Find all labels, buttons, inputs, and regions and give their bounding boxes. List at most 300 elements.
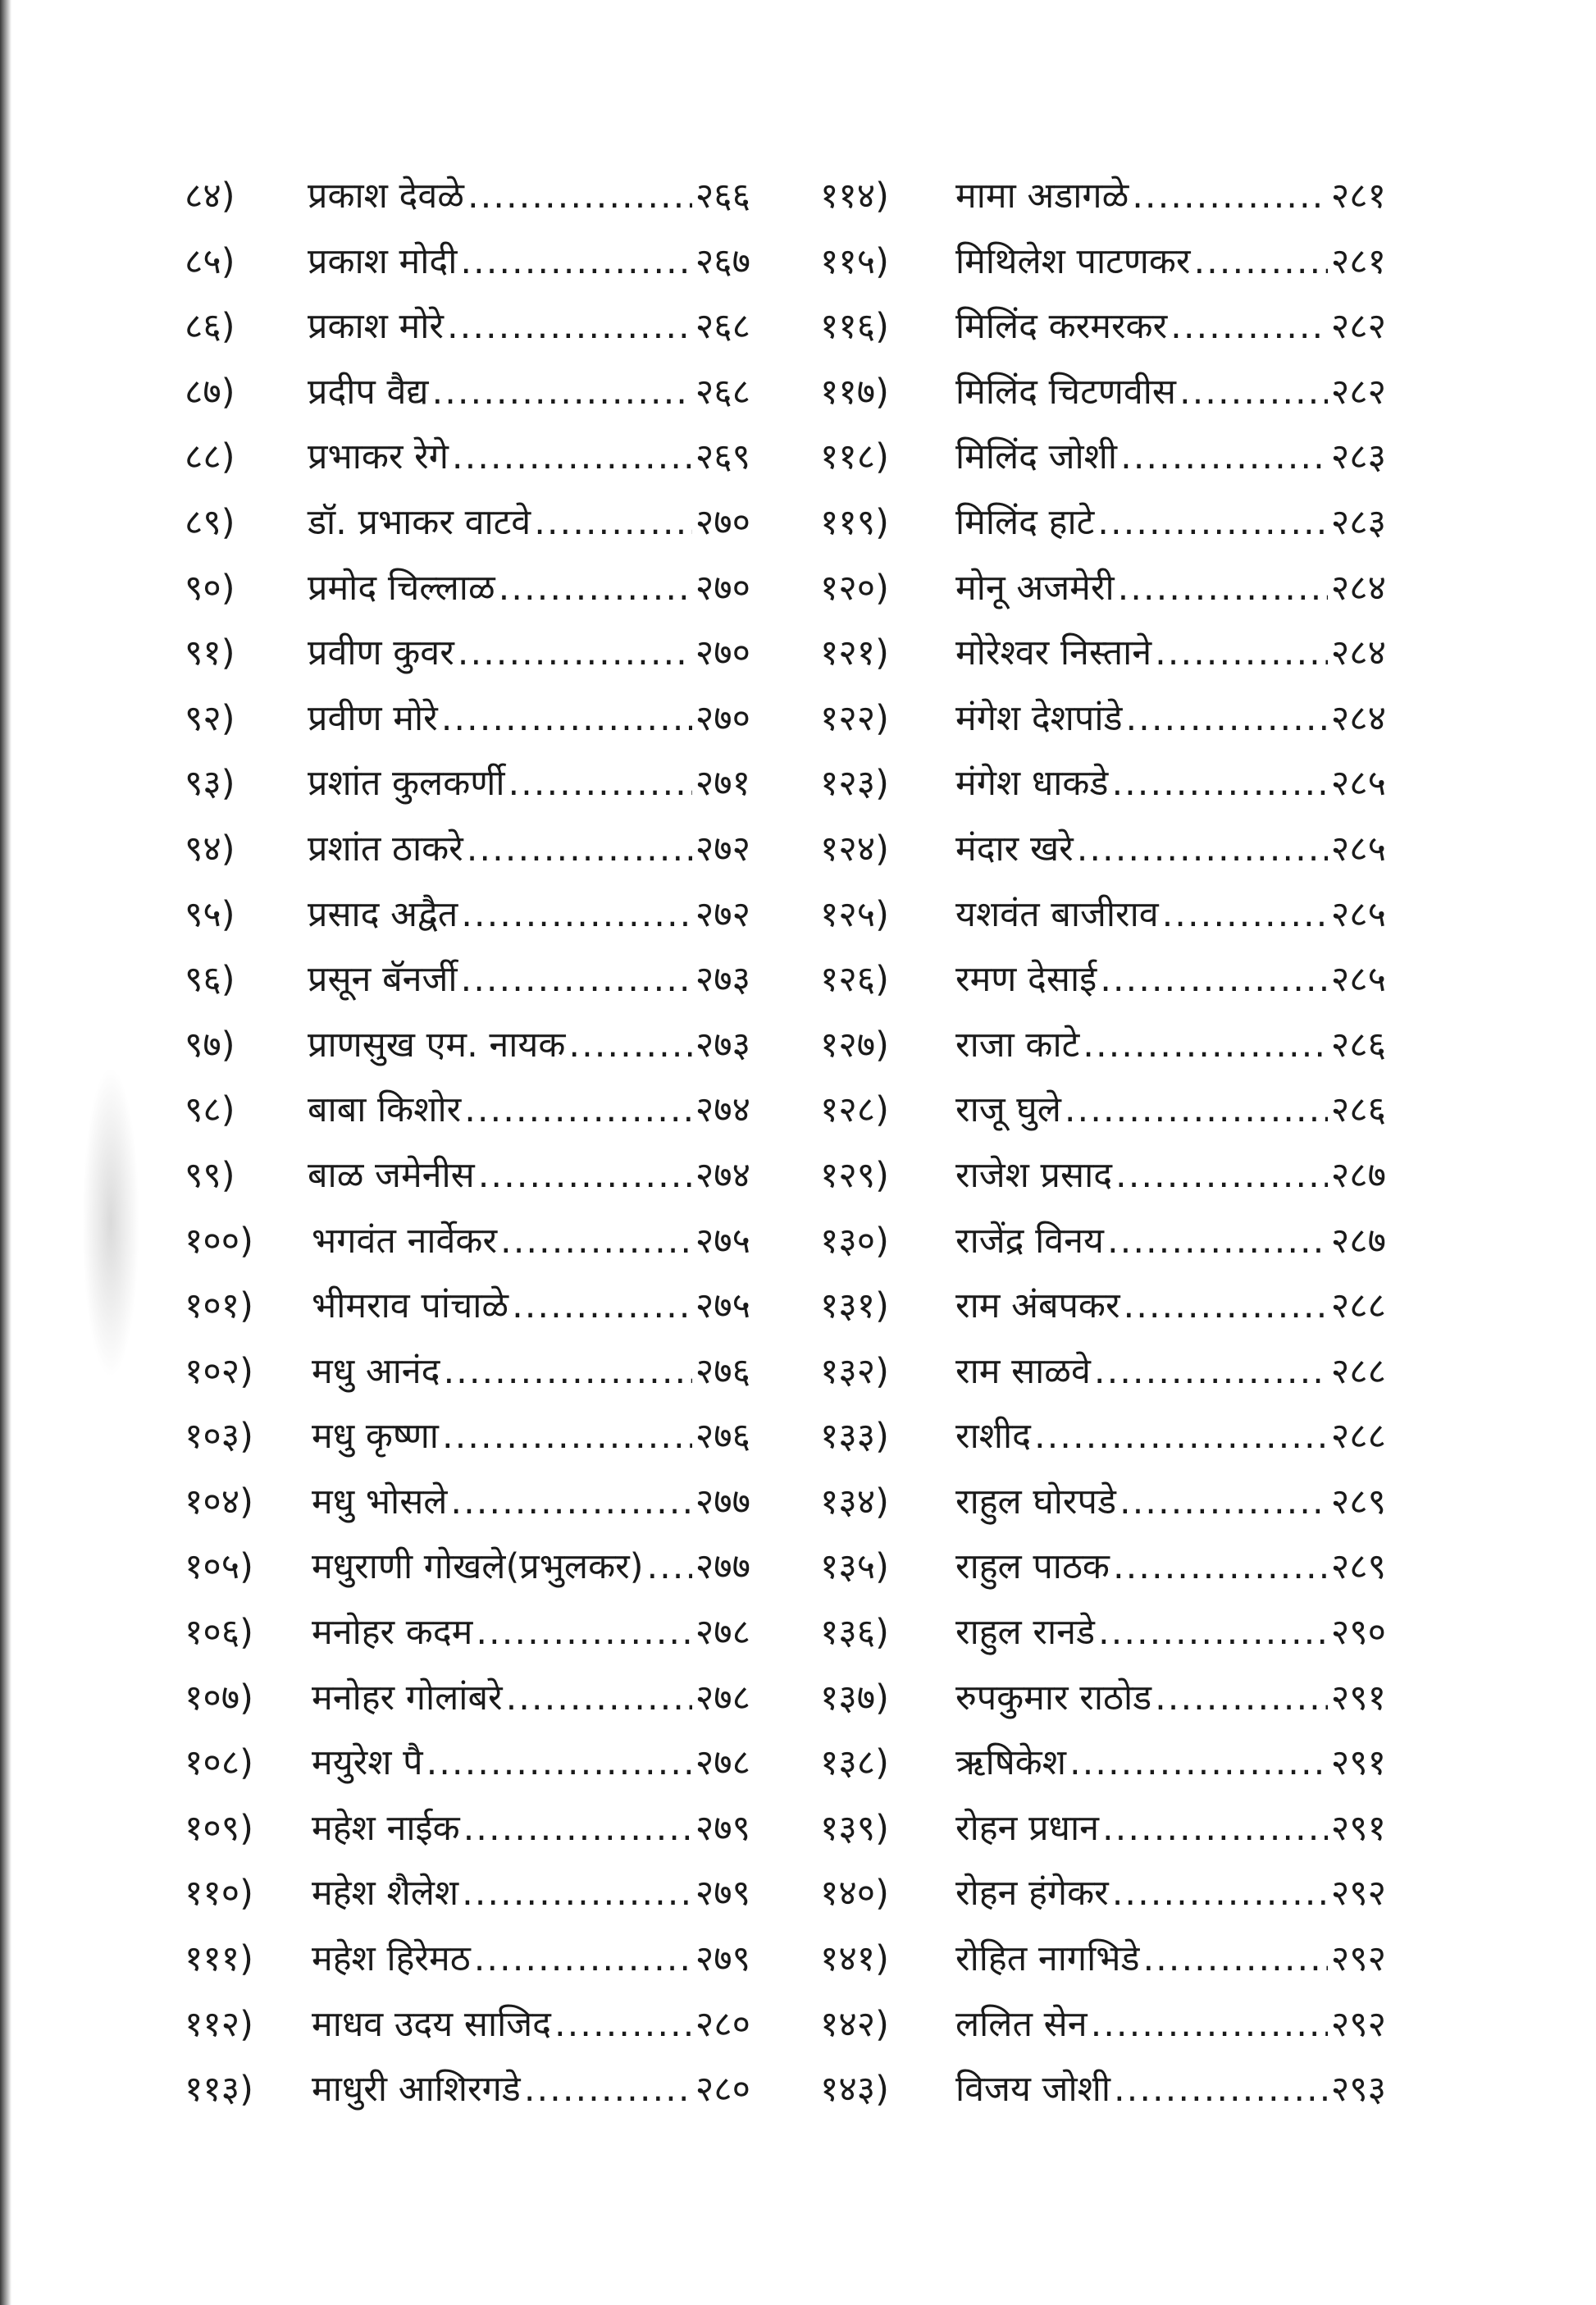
dot-leader — [1069, 1731, 1328, 1796]
index-entry — [820, 164, 1386, 230]
dot-leader — [1111, 751, 1327, 817]
dot-leader — [467, 817, 692, 883]
entry-name: प्रसाद अद्वैत — [308, 893, 458, 935]
entry-number: ९८) — [185, 1089, 235, 1131]
entry-page-number: २८५ — [1330, 959, 1386, 1001]
index-column-right — [820, 164, 1386, 2123]
index-entry — [185, 556, 750, 622]
entry-number: १२८) — [820, 1089, 889, 1131]
dot-leader — [1118, 556, 1328, 622]
dot-leader — [432, 360, 692, 426]
index-entry — [185, 883, 750, 948]
dot-leader — [1114, 2057, 1328, 2123]
entry-name: मिलिंद करमरकर — [955, 306, 1168, 348]
entry-name: मिलिंद चिटणवीस — [955, 371, 1176, 413]
entry-page-number: २६९ — [695, 436, 750, 478]
entry-page-number: २७८ — [695, 1612, 750, 1654]
dot-leader — [1097, 491, 1328, 556]
entry-name: मिलिंद जोशी — [955, 436, 1118, 478]
index-entry — [820, 425, 1386, 491]
index-entry — [820, 230, 1386, 295]
index-entry — [820, 1013, 1386, 1079]
entry-number: ८९) — [185, 501, 235, 543]
entry-number: १४३) — [820, 2069, 889, 2111]
index-entry — [185, 1796, 750, 1862]
entry-name: प्रदीप वैद्य — [308, 371, 429, 413]
index-entry — [820, 556, 1386, 622]
dot-leader — [508, 751, 691, 817]
dot-leader — [554, 1992, 692, 2058]
entry-page-number: २८८ — [1330, 1350, 1386, 1392]
index-entry — [185, 294, 750, 360]
dot-leader — [1162, 883, 1328, 948]
dot-leader — [450, 1470, 691, 1536]
entry-page-number: २६८ — [695, 306, 750, 348]
dot-leader — [462, 1861, 692, 1927]
dot-leader — [452, 425, 692, 491]
entry-page-number: २७० — [695, 501, 750, 543]
entry-name: डॉ. प्रभाकर वाटवे — [308, 501, 531, 543]
dot-leader — [1124, 1274, 1328, 1340]
entry-name: रमण देसाई — [955, 959, 1097, 1001]
entry-number: १०२) — [185, 1350, 253, 1392]
entry-number: १३७) — [820, 1677, 889, 1718]
dot-leader — [461, 947, 692, 1013]
entry-name: मिथिलेश पाटणकर — [955, 240, 1191, 282]
index-entry — [820, 1927, 1386, 1992]
dot-leader — [478, 1143, 692, 1209]
index-entry — [820, 1340, 1386, 1405]
index-entry — [820, 1731, 1386, 1796]
entry-name: माधव उदय साजिद — [312, 2003, 551, 2045]
entry-name: महेश हिरेमठ — [312, 1938, 471, 1980]
entry-page-number: २७० — [695, 567, 750, 609]
index-entry — [185, 1731, 750, 1796]
index-entry — [820, 1796, 1386, 1862]
dot-leader — [443, 1340, 691, 1405]
entry-page-number: २८८ — [1330, 1285, 1386, 1327]
entry-name: राजू घुले — [955, 1089, 1061, 1131]
index-entry — [820, 621, 1386, 687]
entry-page-number: २६६ — [695, 176, 750, 217]
index-entry — [185, 817, 750, 883]
entry-number: ११३) — [185, 2069, 253, 2111]
entry-page-number: २८२ — [1330, 371, 1386, 413]
entry-page-number: २७८ — [695, 1742, 750, 1784]
entry-number: १२२) — [820, 697, 889, 739]
entry-number: १०७) — [185, 1677, 253, 1718]
dot-leader — [1119, 1470, 1328, 1536]
entry-name: राशीद — [955, 1416, 1031, 1458]
dot-leader — [506, 1666, 692, 1732]
scan-smudge — [82, 1066, 139, 1378]
entry-name: राजा काटे — [955, 1024, 1080, 1066]
entry-name: मिलिंद हाटे — [955, 501, 1095, 543]
dot-leader — [1113, 1535, 1328, 1600]
entry-name: प्रमोद चिल्लाळ — [308, 567, 495, 609]
entry-name: भगवंत नार्वेकर — [312, 1220, 498, 1262]
index-entry — [820, 1209, 1386, 1275]
dot-leader — [1091, 1992, 1328, 2058]
entry-name: मंगेश देशपांडे — [955, 697, 1123, 739]
entry-page-number: २७९ — [695, 1873, 750, 1915]
entry-name: प्रकाश मोरे — [308, 306, 444, 348]
entry-number: ११०) — [185, 1873, 253, 1915]
entry-page-number: २७४ — [695, 1154, 750, 1196]
entry-name: प्रभाकर रेगे — [308, 436, 449, 478]
index-entry — [185, 1078, 750, 1143]
index-entry — [820, 1535, 1386, 1600]
dot-leader — [460, 230, 692, 295]
entry-number: ९७) — [185, 1024, 235, 1066]
dot-leader — [1102, 1796, 1328, 1862]
entry-number: ९०) — [185, 567, 235, 609]
index-entry — [185, 1143, 750, 1209]
entry-number: ११९) — [820, 501, 889, 543]
entry-page-number: २८३ — [1330, 436, 1386, 478]
entry-name: मधु भोसले — [312, 1481, 448, 1522]
entry-page-number: २७३ — [695, 1024, 750, 1066]
entry-name: महेश शैलेश — [312, 1873, 459, 1915]
entry-page-number: २७६ — [695, 1350, 750, 1392]
entry-page-number: २९१ — [1330, 1742, 1386, 1784]
entry-page-number: २८७ — [1330, 1154, 1386, 1196]
entry-page-number: २८२ — [1330, 306, 1386, 348]
entry-number: ८६) — [185, 306, 235, 348]
dot-leader — [568, 1013, 692, 1079]
index-entry — [820, 1600, 1386, 1666]
entry-page-number: २७१ — [695, 763, 750, 805]
entry-number: १३९) — [820, 1807, 889, 1849]
entry-page-number: २९० — [1330, 1612, 1386, 1654]
entry-number: १३५) — [820, 1546, 889, 1588]
entry-page-number: २८७ — [1330, 1220, 1386, 1262]
dot-leader — [458, 621, 692, 687]
entry-name: प्रकाश मोदी — [308, 240, 458, 282]
index-entry — [185, 425, 750, 491]
entry-page-number: २८० — [695, 2069, 750, 2111]
entry-page-number: २९१ — [1330, 1807, 1386, 1849]
entry-page-number: २८१ — [1330, 176, 1386, 217]
entry-name: प्रवीण कुवर — [308, 632, 454, 674]
entry-name: माधुरी आशिरगडे — [312, 2069, 521, 2111]
entry-number: ९५) — [185, 893, 235, 935]
entry-number: १४२) — [820, 2003, 889, 2045]
entry-page-number: २९१ — [1330, 1677, 1386, 1718]
index-entry — [185, 1992, 750, 2058]
entry-page-number: २८४ — [1330, 697, 1386, 739]
index-entry — [185, 947, 750, 1013]
entry-page-number: २७० — [695, 697, 750, 739]
entry-page-number: २६७ — [695, 240, 750, 282]
index-entry — [820, 2057, 1386, 2123]
entry-name: ऋषिकेश — [955, 1742, 1066, 1784]
index-entry — [820, 751, 1386, 817]
entry-number: १२३) — [820, 763, 889, 805]
index-entry — [185, 360, 750, 426]
entry-number: १३२) — [820, 1350, 889, 1392]
dot-leader — [1155, 1666, 1328, 1732]
entry-name: रोहित नागभिडे — [955, 1938, 1140, 1980]
entry-page-number: २७२ — [695, 893, 750, 935]
entry-name: विजय जोशी — [955, 2069, 1110, 2111]
entry-number: १३४) — [820, 1481, 889, 1522]
index-entry — [185, 1340, 750, 1405]
index-entry — [185, 164, 750, 230]
index-entry — [820, 1666, 1386, 1732]
entry-name: राजेश प्रसाद — [955, 1154, 1113, 1196]
index-entry — [185, 2057, 750, 2123]
dot-leader — [1034, 1404, 1328, 1470]
entry-name: मयुरेश पै — [312, 1742, 423, 1784]
entry-number: १३०) — [820, 1220, 889, 1262]
entry-name: प्राणसुख एम. नायक — [308, 1024, 566, 1066]
index-column-left — [185, 164, 750, 2123]
entry-page-number: २९२ — [1330, 2003, 1386, 2045]
entry-name: प्रशांत ठाकरे — [308, 828, 463, 870]
dot-leader — [463, 1796, 692, 1862]
entry-page-number: २८६ — [1330, 1024, 1386, 1066]
index-entry — [185, 621, 750, 687]
entry-name: मधु कृष्णा — [312, 1416, 439, 1458]
entry-page-number: २९२ — [1330, 1938, 1386, 1980]
entry-page-number: २८६ — [1330, 1089, 1386, 1131]
entry-number: १२५) — [820, 893, 889, 935]
entry-number: १२४) — [820, 828, 889, 870]
entry-name: मनोहर कदम — [312, 1612, 473, 1654]
index-entry — [185, 1861, 750, 1927]
index-entry — [820, 1274, 1386, 1340]
dot-leader — [1094, 1340, 1328, 1405]
entry-number: ९३) — [185, 763, 235, 805]
entry-number: १२१) — [820, 632, 889, 674]
entry-number: १३३) — [820, 1416, 889, 1458]
index-entry — [820, 687, 1386, 752]
index-entry — [820, 1404, 1386, 1470]
entry-number: ९४) — [185, 828, 235, 870]
dot-leader — [524, 2057, 692, 2123]
index-entry — [185, 1927, 750, 1992]
entry-number: १४१) — [820, 1938, 889, 1980]
entry-page-number: २७७ — [695, 1546, 750, 1588]
entry-number: १०६) — [185, 1612, 253, 1654]
entry-name: ललित सेन — [955, 2003, 1088, 2045]
entry-number: ११५) — [820, 240, 889, 282]
dot-leader — [1083, 1013, 1328, 1079]
dot-leader — [1077, 817, 1328, 883]
dot-leader — [426, 1731, 692, 1796]
entry-number: ९१) — [185, 632, 235, 674]
entry-page-number: २८० — [695, 2003, 750, 2045]
dot-leader — [447, 294, 692, 360]
entry-number: ८८) — [185, 436, 235, 478]
entry-page-number: २७७ — [695, 1481, 750, 1522]
entry-number: १२९) — [820, 1154, 889, 1196]
index-entry — [820, 1861, 1386, 1927]
entry-number: ११६) — [820, 306, 889, 348]
entry-name: मनोहर गोलांबरे — [312, 1677, 503, 1718]
entry-number: १००) — [185, 1220, 253, 1262]
entry-name: रोहन हंगेकर — [955, 1873, 1109, 1915]
entry-name: प्रकाश देवळे — [308, 176, 464, 217]
dot-leader — [512, 1274, 692, 1340]
dot-leader — [1193, 230, 1327, 295]
page-edge-shadow — [0, 0, 11, 2305]
index-entry — [820, 360, 1386, 426]
index-entry — [820, 1143, 1386, 1209]
index-entry — [820, 1992, 1386, 2058]
entry-page-number: २७२ — [695, 828, 750, 870]
entry-number: १११) — [185, 1938, 253, 1980]
index-entry — [820, 1470, 1386, 1536]
index-entry — [820, 947, 1386, 1013]
entry-page-number: २७६ — [695, 1416, 750, 1458]
entry-number: १०९) — [185, 1807, 253, 1849]
entry-number: १२०) — [820, 567, 889, 609]
entry-page-number: २८४ — [1330, 567, 1386, 609]
entry-name: प्रसून बॅनर्जी — [308, 959, 458, 1001]
entry-number: ९२) — [185, 697, 235, 739]
entry-number: ११७) — [820, 371, 889, 413]
entry-number: १०५) — [185, 1546, 253, 1588]
index-entry — [185, 1013, 750, 1079]
dot-leader — [646, 1535, 691, 1600]
entry-name: राजेंद्र विनय — [955, 1220, 1104, 1262]
entry-page-number: २७९ — [695, 1938, 750, 1980]
entry-name: भीमराव पांचाळे — [312, 1285, 509, 1327]
entry-page-number: २८४ — [1330, 632, 1386, 674]
entry-page-number: २७८ — [695, 1677, 750, 1718]
entry-name: मामा अडागळे — [955, 176, 1129, 217]
entry-page-number: २७३ — [695, 959, 750, 1001]
dot-leader — [1112, 1861, 1328, 1927]
index-entry — [820, 817, 1386, 883]
entry-number: १०४) — [185, 1481, 253, 1522]
dot-leader — [1115, 1143, 1328, 1209]
dot-leader — [464, 1078, 692, 1143]
entry-number: ९६) — [185, 959, 235, 1001]
entry-page-number: २६८ — [695, 371, 750, 413]
index-entry — [185, 230, 750, 295]
entry-number: ८७) — [185, 371, 235, 413]
index-entry — [185, 687, 750, 752]
index-entry — [185, 1470, 750, 1536]
entry-number: १०१) — [185, 1285, 253, 1327]
dot-leader — [441, 687, 692, 752]
entry-page-number: २८५ — [1330, 763, 1386, 805]
index-entry — [820, 294, 1386, 360]
dot-leader — [1065, 1078, 1328, 1143]
entry-name: राम साळवे — [955, 1350, 1091, 1392]
entry-number: ११२) — [185, 2003, 253, 2045]
entry-name: बाबा किशोर — [308, 1089, 462, 1131]
dot-leader — [1170, 294, 1328, 360]
dot-leader — [1100, 947, 1328, 1013]
entry-page-number: २९२ — [1330, 1873, 1386, 1915]
dot-leader — [1132, 164, 1328, 230]
dot-leader — [476, 1600, 692, 1666]
entry-page-number: २७० — [695, 632, 750, 674]
entry-page-number: २८९ — [1330, 1481, 1386, 1522]
entry-page-number: २८५ — [1330, 828, 1386, 870]
dot-leader — [467, 164, 692, 230]
dot-leader — [1098, 1600, 1328, 1666]
entry-name: प्रशांत कुलकर्णी — [308, 763, 505, 805]
entry-name: मंदार खरे — [955, 828, 1074, 870]
entry-page-number: २८८ — [1330, 1416, 1386, 1458]
entry-name: यशवंत बाजीराव — [955, 893, 1159, 935]
entry-name: मंगेश धाकडे — [955, 763, 1109, 805]
entry-number: १३६) — [820, 1612, 889, 1654]
entry-number: ८५) — [185, 240, 235, 282]
dot-leader — [1107, 1209, 1328, 1275]
entry-name: रोहन प्रधान — [955, 1807, 1100, 1849]
index-entry — [185, 491, 750, 556]
entry-name: प्रवीण मोरे — [308, 697, 438, 739]
dot-leader — [1179, 360, 1328, 426]
dot-leader — [500, 1209, 692, 1275]
entry-page-number: २७५ — [695, 1220, 750, 1262]
entry-name: रुपकुमार राठोड — [955, 1677, 1152, 1718]
entry-number: १२६) — [820, 959, 889, 1001]
index-entry — [185, 1600, 750, 1666]
dot-leader — [499, 556, 692, 622]
index-entry — [820, 1078, 1386, 1143]
entry-name: राहुल पाठक — [955, 1546, 1110, 1588]
index-entry — [820, 883, 1386, 948]
entry-number: १३१) — [820, 1285, 889, 1327]
dot-leader — [474, 1927, 692, 1992]
entry-page-number: २७९ — [695, 1807, 750, 1849]
dot-leader — [534, 491, 692, 556]
index-entry — [820, 491, 1386, 556]
entry-name: बाळ जमेनीस — [308, 1154, 475, 1196]
dot-leader — [1142, 1927, 1327, 1992]
entry-number: ८४) — [185, 176, 235, 217]
dot-leader — [461, 883, 692, 948]
entry-page-number: २७५ — [695, 1285, 750, 1327]
entry-number: १४०) — [820, 1873, 889, 1915]
entry-page-number: २७४ — [695, 1089, 750, 1131]
index-entry — [185, 1209, 750, 1275]
entry-name: मधुराणी गोखले(प्रभुलकर) — [312, 1546, 644, 1588]
entry-number: १०८) — [185, 1742, 253, 1784]
entry-name: राम अंबपकर — [955, 1285, 1120, 1327]
index-entry — [185, 751, 750, 817]
dot-leader — [442, 1404, 692, 1470]
entry-page-number: २९३ — [1330, 2069, 1386, 2111]
entry-page-number: २८९ — [1330, 1546, 1386, 1588]
entry-name: महेश नाईक — [312, 1807, 460, 1849]
entry-name: मोनू अजमेरी — [955, 567, 1115, 609]
entry-page-number: २८३ — [1330, 501, 1386, 543]
entry-name: राहुल घोरपडे — [955, 1481, 1116, 1522]
entry-number: ११८) — [820, 436, 889, 478]
entry-number: ९९) — [185, 1154, 235, 1196]
index-entry — [185, 1404, 750, 1470]
entry-number: १३८) — [820, 1742, 889, 1784]
entry-name: राहुल रानडे — [955, 1612, 1095, 1654]
dot-leader — [1155, 621, 1328, 687]
entry-number: १२७) — [820, 1024, 889, 1066]
entry-number: ११४) — [820, 176, 889, 217]
entry-name: मधु आनंद — [312, 1350, 440, 1392]
entry-page-number: २८५ — [1330, 893, 1386, 935]
dot-leader — [1125, 687, 1327, 752]
index-entry — [185, 1666, 750, 1732]
entry-page-number: २८१ — [1330, 240, 1386, 282]
entry-name: मोरेश्वर निस्ताने — [955, 632, 1152, 674]
